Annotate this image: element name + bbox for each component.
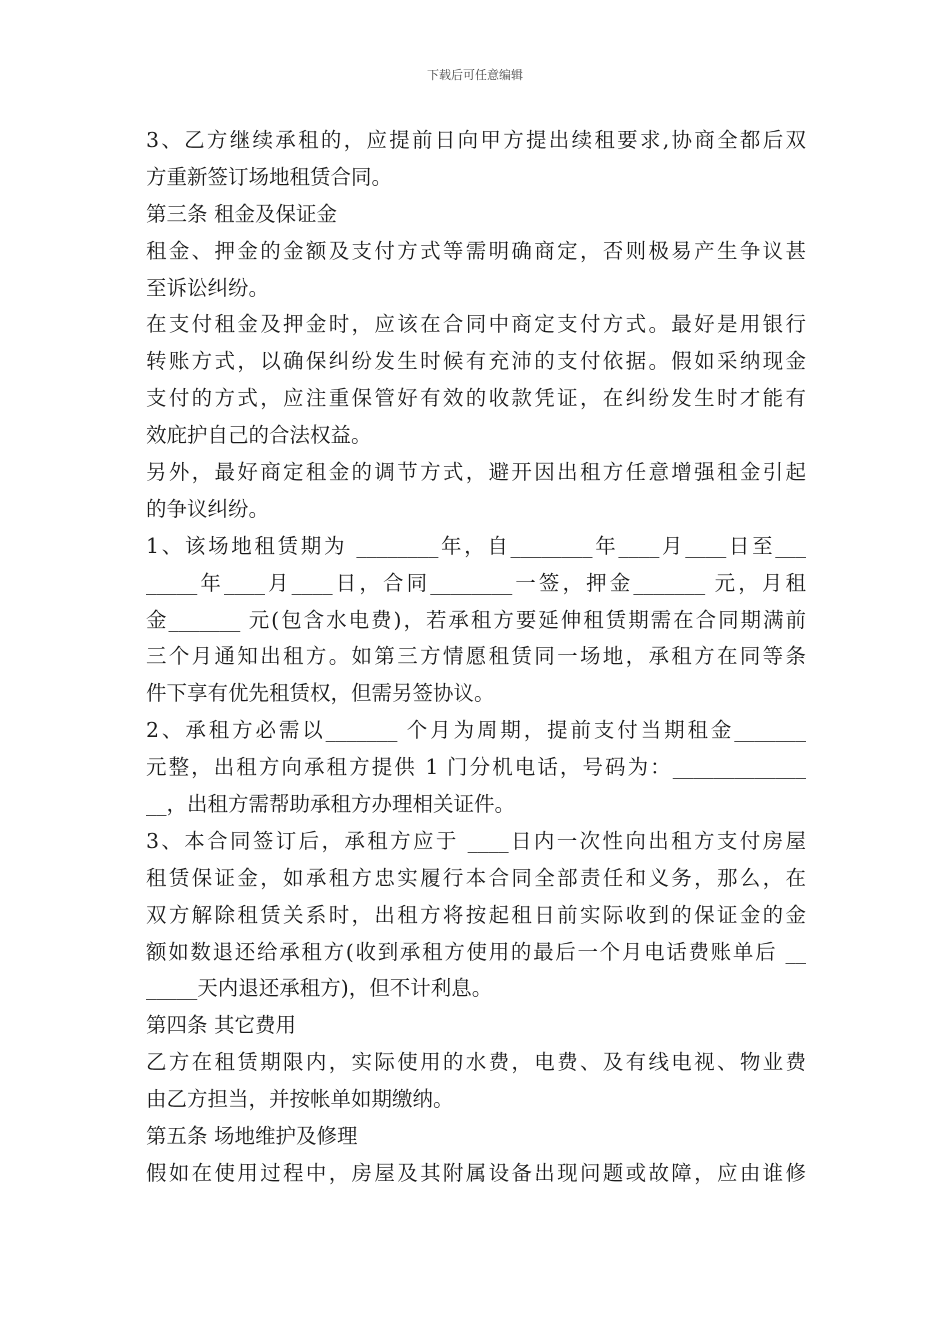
section-heading: 第四条 其它费用 [146, 1013, 297, 1038]
paragraph-line: 三个月通知出租方。如第三方情愿租赁同一场地，承租方在同等条 [146, 644, 806, 669]
paragraph-line: 转账方式，以确保纠纷发生时候有充沛的支付依据。假如采纳现金 [146, 349, 806, 374]
paragraph-line: 另外，最好商定租金的调节方式，避开因出租方任意增强租金引起 [146, 460, 806, 485]
paragraph-line: 3、本合同签订后，承租方应于 ____日内一次性向出租方支付房屋 [146, 828, 806, 853]
paragraph-line: 乙方在租赁期限内，实际使用的水费，电费、及有线电视、物业费 [146, 1050, 806, 1075]
paragraph-line: 件下享有优先租赁权，但需另签协议。 [146, 681, 495, 706]
paragraph-line: __，出租方需帮助承租方办理相关证件。 [146, 792, 515, 817]
paragraph-line: 租赁保证金，如承租方忠实履行本合同全部责任和义务，那么，在 [146, 865, 806, 890]
paragraph-line: 假如在使用过程中，房屋及其附属设备出现问题或故障，应由谁修 [146, 1160, 806, 1185]
paragraph-line: 由乙方担当，并按帐单如期缴纳。 [146, 1087, 454, 1112]
paragraph-line: 双方解除租赁关系时，出租方将按起租日前实际收到的保证金的金 [146, 902, 806, 927]
paragraph-line: 元整，出租方向承租方提供 1 门分机电话，号码为：_____________ [146, 755, 806, 780]
paragraph-line: 在支付租金及押金时，应该在合同中商定支付方式。最好是用银行 [146, 312, 806, 337]
paragraph-line: 的争议纠纷。 [146, 496, 269, 521]
paragraph-line: 额如数退还给承租方(收到承租方使用的最后一个月电话费账单后 __ [146, 939, 806, 964]
paragraph-line: 3、乙方继续承租的，应提前日向甲方提出续租要求,协商全都后双 [146, 128, 806, 152]
paragraph-line: _____年____月____日，合同________一签，押金_______ 元，月租 [146, 570, 806, 595]
section-heading: 第三条 租金及保证金 [146, 201, 338, 226]
section-heading: 第五条 场地维护及修理 [146, 1124, 358, 1149]
paragraph-line: _____天内退还承租方)，但不计利息。 [146, 976, 493, 1001]
paragraph-line: 金_______ 元(包含水电费)，若承租方要延伸租赁期需在合同期满前 [146, 607, 806, 632]
paragraph-line: 1、该场地租赁期为 ________年，自________年____月____日至___ [146, 533, 806, 558]
document-body [146, 122, 806, 1192]
paragraph-line: 至诉讼纠纷。 [146, 275, 269, 300]
paragraph-line: 2、承租方必需以_______ 个月为周期，提前支付当期租金_______ [146, 718, 806, 743]
paragraph-line: 方重新签订场地租赁合同。 [146, 164, 392, 189]
page-header: 下载后可任意编辑 [426, 68, 523, 82]
paragraph-line: 支付的方式，应注重保管好有效的收款凭证，在纠纷发生时才能有 [146, 386, 806, 411]
paragraph-line: 租金、押金的金额及支付方式等需明确商定，否则极易产生争议甚 [146, 238, 806, 263]
paragraph-line: 效庇护自己的合法权益。 [146, 423, 372, 448]
